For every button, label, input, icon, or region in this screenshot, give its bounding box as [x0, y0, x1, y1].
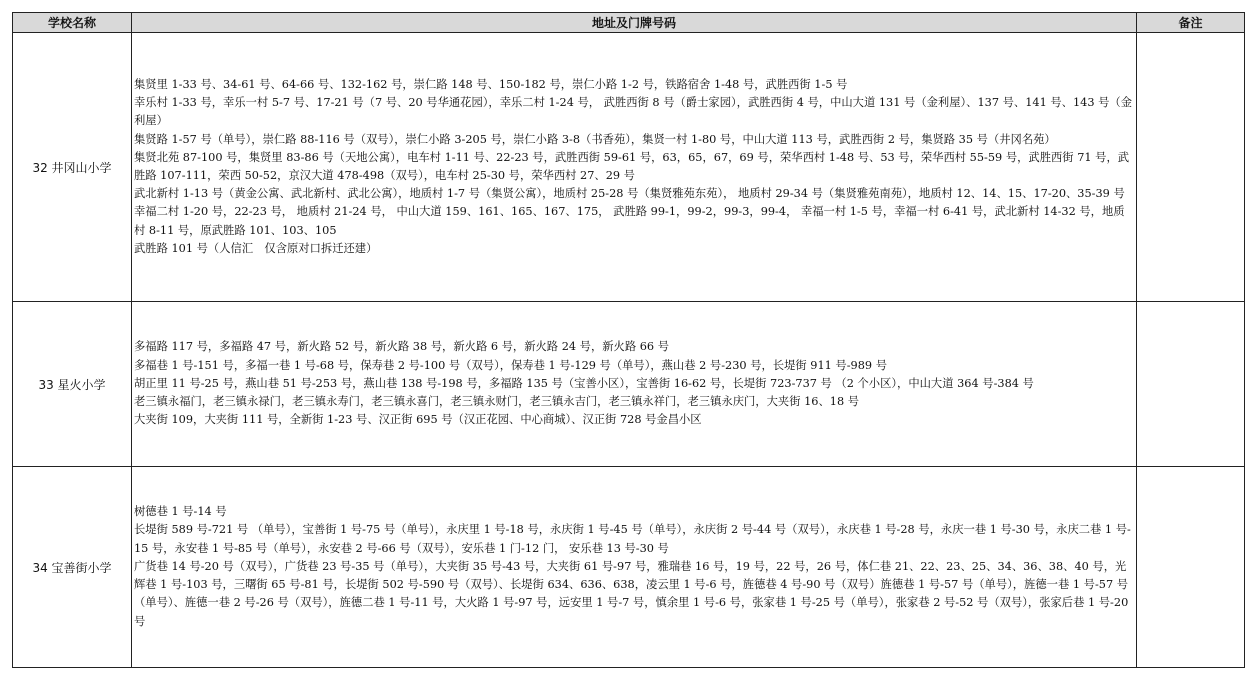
address-line: 武胜路 101 号（人信汇 仅含原对口拆迁还建）: [134, 241, 378, 255]
address-line: 武北新村 1-13 号（黄金公寓、武北新村、武北公寓），地质村 1-7 号（集贤公寓），地质村 25-28 号（集贤雅苑东苑）， 地质村 29-34 号（集贤雅苑南苑），地质村 12、14、15、17-20、35-39 号: [134, 187, 1125, 201]
header-note: 备注: [1137, 13, 1245, 33]
table-row: [13, 302, 1245, 467]
address-line: 集贤里 1-33 号、34-61 号、64-66 号、132-162 号，崇仁路 148 号、150-182 号，崇仁小路 1-2 号，铁路宿舍 1-48 号，武胜西街 1-5 号: [134, 77, 848, 91]
header-address: 地址及门牌号码: [132, 13, 1137, 33]
school-name-cell: 32 井冈山小学: [13, 33, 132, 302]
note-cell: [1137, 33, 1245, 302]
address-line: 幸乐村 1-33 号，幸乐一村 5-7 号、17-21 号（7 号、20 号华通花园），幸乐二村 1-24 号， 武胜西街 8 号（爵士家园），武胜西街 4 号，中山大道 131 号（金利屋）、137 号、141 号、143 号（金利屋）: [134, 96, 1132, 128]
school-name-cell: 34 宝善街小学: [13, 467, 132, 668]
address-line: 大夹街 109，大夹街 111 号，全新街 1-23 号、汉正街 695 号（汉正花园、中心商城）、汉正街 728 号金昌小区: [134, 413, 702, 427]
address-line: 多福路 117 号，多福路 47 号，新火路 52 号，新火路 38 号，新火路 6 号，新火路 24 号，新火路 66 号: [134, 340, 669, 354]
address-line: 长堤街 589 号-721 号 （单号），宝善街 1 号-75 号（单号），永庆里 1 号-18 号，永庆街 1 号-45 号（单号），永庆街 2 号-44 号（双号），永庆巷 1 号-28 号，永庆一巷 1 号-30 号，永庆二巷 1 号-15 号，永安巷 1 号-85 号（单号），永安巷 2 号-66 号（双号），安乐巷 1 门-12 门， 安乐巷 13 号-30 号: [134, 523, 1131, 555]
address-line: 树德巷 1 号-14 号: [134, 505, 227, 519]
address-line: 幸福二村 1-20 号，22-23 号， 地质村 21-24 号， 中山大道 159、161、165、167、175， 武胜路 99-1，99-2，99-3，99-4， 幸福一村 1-5 号，幸福一村 6-41 号，武北新村 14-32 号，地质村 8-11 号，原武胜路 101、103、105: [134, 205, 1125, 237]
address-cell: [132, 467, 1137, 668]
table-row: [13, 467, 1245, 668]
address-line: 集贤北苑 87-100 号，集贤里 83-86 号（天地公寓），电车村 1-11 号、22-23 号，武胜西街 59-61 号，63，65，67，69 号，荣华西村 1-48 号、53 号，荣华西村 55-59 号，武胜西街 71 号，武胜路 107-111，荣西 50-52，京汉大道 478-498（双号），电车村 25-30 号，荣华西村 27、29 号: [134, 150, 1130, 182]
document-page: [12, 12, 1244, 668]
address-line: 集贤路 1-57 号（单号），崇仁路 88-116 号（双号），崇仁小路 3-205 号，崇仁小路 3-8（书香苑），集贤一村 1-80 号，中山大道 113 号，武胜西街 2 号，集贤路 35 号（井冈名苑）: [134, 132, 1056, 146]
school-name-cell: 33 星火小学: [13, 302, 132, 467]
address-line: 老三镇永福门，老三镇永禄门，老三镇永寿门，老三镇永喜门，老三镇永财门，老三镇永吉门，老三镇永祥门，老三镇永庆门，大夹街 16、18 号: [134, 395, 860, 409]
note-cell: [1137, 467, 1245, 668]
address-line: 胡正里 11 号-25 号，燕山巷 51 号-253 号，燕山巷 138 号-198 号，多福路 135 号（宝善小区），宝善街 16-62 号，长堤街 723-737 号 （2 个小区），中山大道 364 号-384 号: [134, 376, 1034, 390]
header-school-name: 学校名称: [13, 13, 132, 33]
school-district-table: [12, 12, 1245, 668]
address-cell: [132, 302, 1137, 467]
header-row: [13, 13, 1245, 33]
table-row: [13, 33, 1245, 302]
address-cell: [132, 33, 1137, 302]
address-line: 多福巷 1 号-151 号，多福一巷 1 号-68 号，保寿巷 2 号-100 号（双号），保寿巷 1 号-129 号（单号），燕山巷 2 号-230 号，长堤街 911 号-989 号: [134, 358, 887, 372]
note-cell: [1137, 302, 1245, 467]
address-line: 广货巷 14 号-20 号（双号），广货巷 23 号-35 号（单号），大夹街 35 号-43 号，大夹街 61 号-97 号，雅瑞巷 16 号，19 号，22 号，26 号，体仁巷 21、22、23、25、34、36、38、40 号，光辉巷 1 号-103 号，三曙街 65 号-81 号，长堤街 502 号-590 号（双号）、长堤街 634、636、638，凌云里 1 号-6 号，旌德巷 4 号-90 号（双号）旌德巷 1 号-57 号（单号），旌德一巷 1 号-57 号（单号）、旌德一巷 2 号-26 号（双号），旌德二巷 1 号-11 号，大火路 1 号-97 号，远安里 1 号-7 号，慎余里 1 号-6 号，张家巷 1 号-25 号（单号），张家巷 2 号-52 号（双号），张家后巷 1 号-20 号: [134, 559, 1129, 628]
